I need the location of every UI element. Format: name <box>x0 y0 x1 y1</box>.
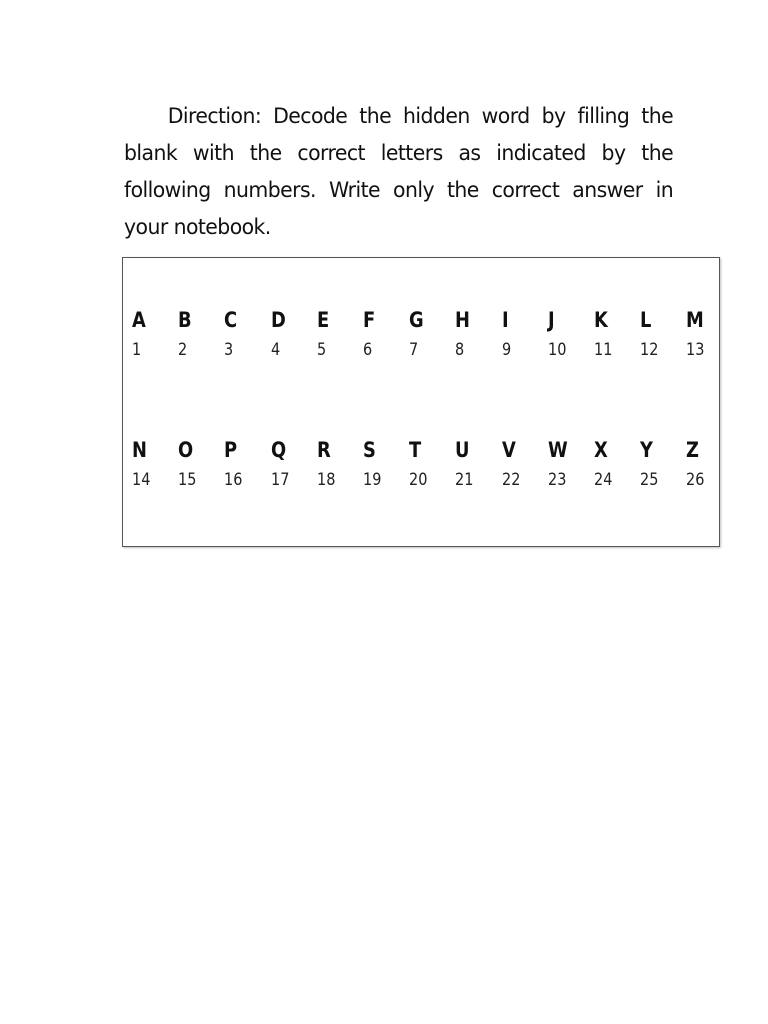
cipher-letter: A <box>132 308 146 332</box>
cipher-cell <box>271 438 311 490</box>
cipher-letter: J <box>547 308 555 332</box>
cipher-letter: X <box>594 438 608 462</box>
cipher-cell <box>548 438 588 490</box>
cipher-letter: T <box>409 438 422 462</box>
cipher-number: 8 <box>455 340 465 360</box>
cipher-cell <box>455 438 495 490</box>
cipher-number: 20 <box>409 470 428 490</box>
cipher-cell <box>640 438 680 490</box>
cipher-cell <box>132 308 172 360</box>
cipher-number: 12 <box>640 340 659 360</box>
cipher-letter: F <box>363 308 376 332</box>
cipher-number: 26 <box>686 470 705 490</box>
cipher-cell <box>271 308 311 360</box>
cipher-cell <box>178 438 218 490</box>
cipher-cell <box>594 308 634 360</box>
cipher-letter: W <box>547 438 568 462</box>
cipher-number: 18 <box>316 470 336 490</box>
cipher-number: 14 <box>132 470 151 490</box>
cipher-cell <box>224 308 264 360</box>
cipher-cell <box>409 438 449 490</box>
cipher-number: 19 <box>363 470 382 490</box>
cipher-number: 9 <box>501 340 511 360</box>
cipher-letter: R <box>316 438 331 462</box>
cipher-letter: E <box>316 308 330 332</box>
cipher-number: 4 <box>270 340 280 360</box>
cipher-cell <box>594 438 634 490</box>
cipher-cell <box>502 308 542 360</box>
cipher-letter: Q <box>270 438 286 462</box>
cipher-cell <box>502 438 542 490</box>
cipher-cell <box>686 308 726 360</box>
cipher-letter: N <box>132 438 147 462</box>
cipher-number: 15 <box>178 470 197 490</box>
cipher-letter: H <box>455 308 471 332</box>
cipher-letter: K <box>594 308 608 332</box>
cipher-cell <box>686 438 726 490</box>
cipher-letter: B <box>178 308 192 332</box>
cipher-letter: G <box>409 308 424 332</box>
cipher-number: 16 <box>224 470 243 490</box>
cipher-cell <box>363 438 403 490</box>
cipher-cell <box>317 438 357 490</box>
cipher-cell <box>455 308 495 360</box>
cipher-number: 7 <box>409 340 419 360</box>
cipher-letter: Y <box>640 438 654 462</box>
cipher-cell <box>178 308 218 360</box>
cipher-number: 13 <box>686 340 705 360</box>
cipher-letter: I <box>501 308 509 332</box>
direction-text: Direction: Decode the hidden word by filling the blank with the correct letters as indicated by the following numbers. Write only the correct answer in your notebook. <box>124 104 674 240</box>
cipher-letter: P <box>224 438 238 462</box>
cipher-number: 21 <box>455 470 474 490</box>
cipher-letter: M <box>686 308 705 332</box>
cipher-letter: U <box>455 438 470 462</box>
cipher-cell <box>132 438 172 490</box>
cipher-number: 3 <box>224 340 234 360</box>
cipher-number: 1 <box>132 340 142 360</box>
cipher-number: 6 <box>363 340 373 360</box>
cipher-number: 23 <box>547 470 567 490</box>
cipher-cell <box>317 308 357 360</box>
cipher-number: 10 <box>547 340 567 360</box>
cipher-number: 17 <box>270 470 289 490</box>
cipher-number: 24 <box>594 470 613 490</box>
cipher-cell <box>363 308 403 360</box>
cipher-cell <box>224 438 264 490</box>
cipher-letter: C <box>224 308 238 332</box>
cipher-number: 25 <box>640 470 659 490</box>
cipher-letter: V <box>501 438 516 462</box>
cipher-letter: D <box>270 308 286 332</box>
cipher-letter: Z <box>686 438 700 462</box>
letter-number-key-box <box>122 257 720 547</box>
cipher-number: 11 <box>594 340 613 360</box>
cipher-number: 5 <box>316 340 327 360</box>
cipher-cell <box>548 308 588 360</box>
cipher-letter: L <box>640 308 652 332</box>
cipher-number: 22 <box>501 470 520 490</box>
cipher-cell <box>409 308 449 360</box>
cipher-letter: S <box>363 438 376 462</box>
cipher-number: 2 <box>178 340 188 360</box>
cipher-letter: O <box>178 438 194 462</box>
cipher-cell <box>640 308 680 360</box>
